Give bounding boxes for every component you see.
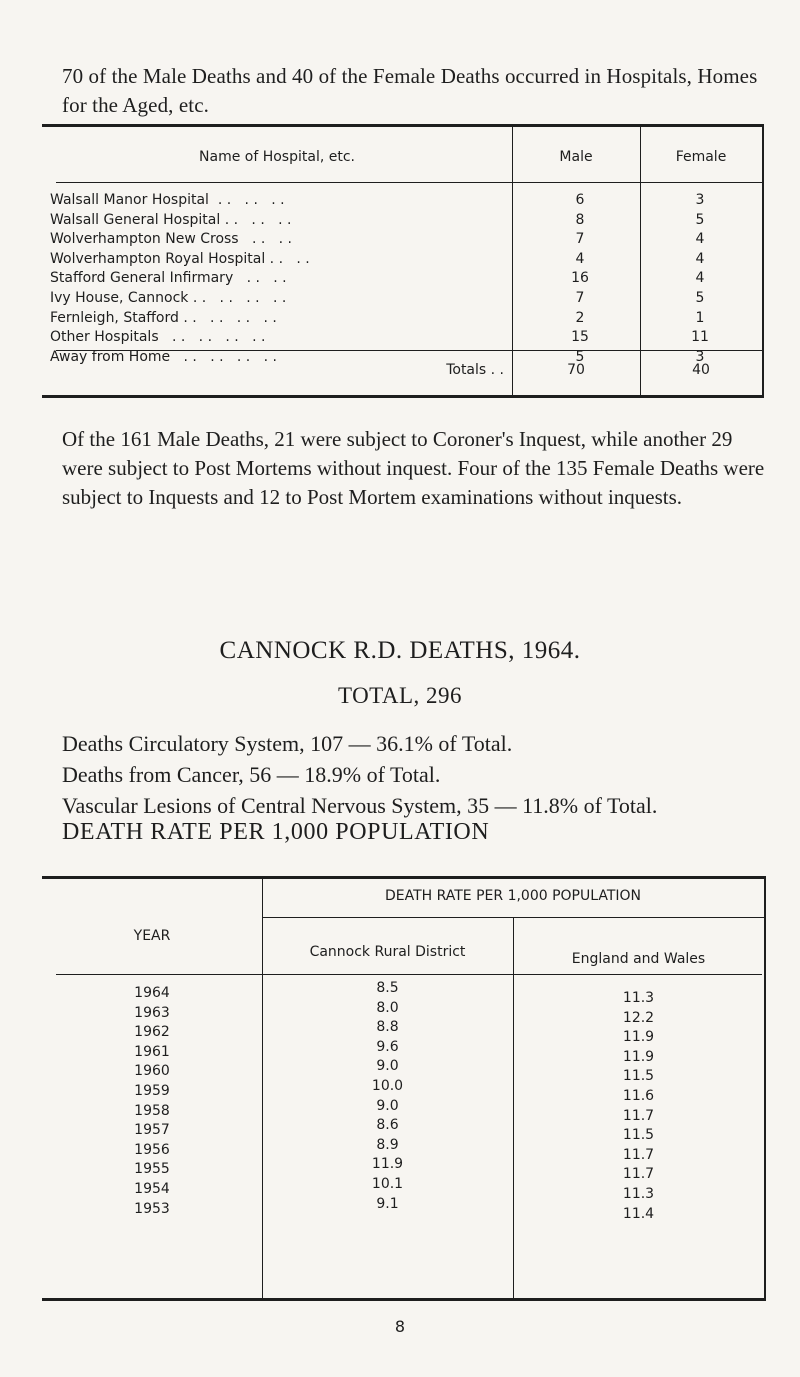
year-cell: 1956: [134, 1141, 170, 1158]
female-count: 5: [695, 289, 705, 306]
female-count: 3: [695, 348, 705, 365]
england-rate-cell: 11.7: [622, 1166, 655, 1183]
cannock-rate-cell: 10.0: [371, 1077, 404, 1094]
england-rate-cell: 11.7: [622, 1146, 655, 1163]
header-male: Male: [559, 149, 593, 165]
year-cell: 1962: [134, 1024, 170, 1041]
year-cell: 1964: [134, 985, 170, 1001]
table-row: [50, 212, 762, 232]
year-cell: 1960: [134, 1063, 170, 1080]
female-count: 4: [695, 231, 705, 248]
total-line: TOTAL, 296: [337, 683, 463, 708]
header-rule: [56, 974, 762, 975]
female-count: 4: [695, 270, 705, 287]
year-cell: 1963: [134, 1004, 170, 1021]
england-rate-cell: 11.6: [622, 1087, 655, 1104]
cannock-rate-cell: 11.9: [371, 1156, 404, 1173]
england-rate-cell: 11.7: [622, 1107, 655, 1124]
male-count: 7: [575, 289, 585, 306]
england-rate-cell: 11.3: [622, 1185, 655, 1202]
hospital-name: Other Hospitals . . . . . . . .: [50, 329, 266, 346]
male-count: 7: [575, 231, 585, 248]
cannock-rate-cell: 9.0: [376, 1097, 399, 1114]
england-rate-cell: 11.4: [622, 1205, 655, 1222]
year-cell: 1958: [134, 1102, 170, 1119]
male-count: 16: [571, 270, 589, 287]
page-number: 8: [394, 1317, 406, 1336]
year-cell: 1961: [134, 1043, 170, 1060]
header-group: DEATH RATE PER 1,000 POPULATION: [384, 888, 642, 904]
header-female: Female: [675, 149, 727, 165]
hospital-name: Stafford General Infirmary . . . .: [50, 270, 287, 287]
header-cannock: Cannock Rural District: [309, 944, 466, 960]
year-column: [42, 984, 262, 1219]
table-row: [50, 310, 762, 330]
inquest-paragraph: Of the 161 Male Deaths, 21 were subject to Coroner's Inquest, while another 29 were subject to Post Mortems without inquest. Four of the 135 Female Deaths were subject to Inquests and 12 to Post Mortem examinations without inquests.: [62, 427, 765, 509]
cannock-column: [262, 979, 513, 1214]
hospital-name: Away from Home . . . . . . . .: [50, 348, 277, 365]
totals-male: 70: [567, 362, 585, 378]
year-cell: 1957: [134, 1122, 170, 1139]
table-row: [50, 192, 762, 212]
hospital-rows: [50, 192, 762, 368]
cannock-rate-cell: 9.6: [376, 1038, 399, 1055]
table-row: [50, 231, 762, 251]
cannock-rate-cell: 8.8: [376, 1019, 399, 1036]
england-rate-cell: 11.9: [622, 1029, 655, 1046]
female-count: 5: [695, 211, 705, 228]
group-rule: [262, 917, 764, 918]
female-count: 4: [695, 250, 705, 267]
stat-cancer: Deaths from Cancer, 56 — 18.9% of Total.: [62, 762, 441, 787]
table-row: [50, 270, 762, 290]
year-cell: 1953: [134, 1200, 170, 1217]
table-row: [50, 329, 762, 349]
male-count: 5: [575, 348, 585, 365]
cannock-rate-cell: 8.0: [376, 999, 399, 1016]
header-rule: [56, 182, 762, 183]
england-rate-cell: 11.5: [622, 1068, 655, 1085]
hospital-name: Wolverhampton Royal Hospital . . . .: [50, 250, 310, 267]
rate-heading: DEATH RATE PER 1,000 POPULATION: [62, 819, 490, 845]
death-rate-table: [42, 876, 766, 1301]
intro-text: 70 of the Male Deaths and 40 of the Female Deaths occurred in Hospitals, Homes for the Aged, etc.: [62, 64, 758, 117]
header-england: England and Wales: [571, 951, 706, 967]
england-rate-cell: 11.9: [622, 1048, 655, 1065]
female-count: 11: [691, 329, 709, 346]
male-count: 4: [575, 250, 585, 267]
table-row: [50, 290, 762, 310]
year-cell: 1955: [134, 1161, 170, 1178]
male-count: 15: [571, 329, 589, 346]
cannock-rate-cell: 8.6: [376, 1117, 399, 1134]
year-cell: 1959: [134, 1082, 170, 1099]
female-count: 3: [695, 192, 705, 208]
england-rate-cell: 12.2: [622, 1009, 655, 1026]
female-count: 1: [695, 309, 705, 326]
male-count: 2: [575, 309, 585, 326]
male-count: 8: [575, 211, 585, 228]
england-rate-cell: 11.5: [622, 1127, 655, 1144]
hospital-name: Ivy House, Cannock . . . . . . . .: [50, 289, 287, 306]
totals-label: Totals . .: [446, 362, 504, 378]
hospital-name: Fernleigh, Stafford . . . . . . . .: [50, 309, 277, 326]
hospital-name: Walsall General Hospital . . . . . .: [50, 211, 292, 228]
stat-circulatory: Deaths Circulatory System, 107 — 36.1% of Total.: [62, 731, 513, 756]
section-title: CANNOCK R.D. DEATHS, 1964.: [219, 637, 581, 664]
hospital-name: Wolverhampton New Cross . . . .: [50, 231, 293, 248]
cannock-rate-cell: 9.1: [376, 1195, 399, 1212]
england-rate-cell: 11.3: [622, 990, 655, 1006]
cannock-rate-cell: 8.9: [376, 1136, 399, 1153]
totals-rule: [56, 350, 762, 351]
header-year: YEAR: [133, 928, 171, 944]
table-row: [50, 251, 762, 271]
cannock-rate-cell: 9.0: [376, 1058, 399, 1075]
cannock-rate-cell: 10.1: [371, 1175, 404, 1192]
cannock-rate-cell: 8.5: [376, 980, 399, 996]
england-column: [513, 989, 764, 1224]
year-cell: 1954: [134, 1180, 170, 1197]
hospital-name: Walsall Manor Hospital . . . . . .: [50, 192, 285, 208]
stat-vascular: Vascular Lesions of Central Nervous System, 35 — 11.8% of Total.: [62, 793, 658, 818]
hospital-deaths-table: [42, 124, 764, 398]
header-name: Name of Hospital, etc.: [199, 149, 355, 165]
totals-female: 40: [692, 362, 710, 378]
male-count: 6: [575, 192, 585, 208]
